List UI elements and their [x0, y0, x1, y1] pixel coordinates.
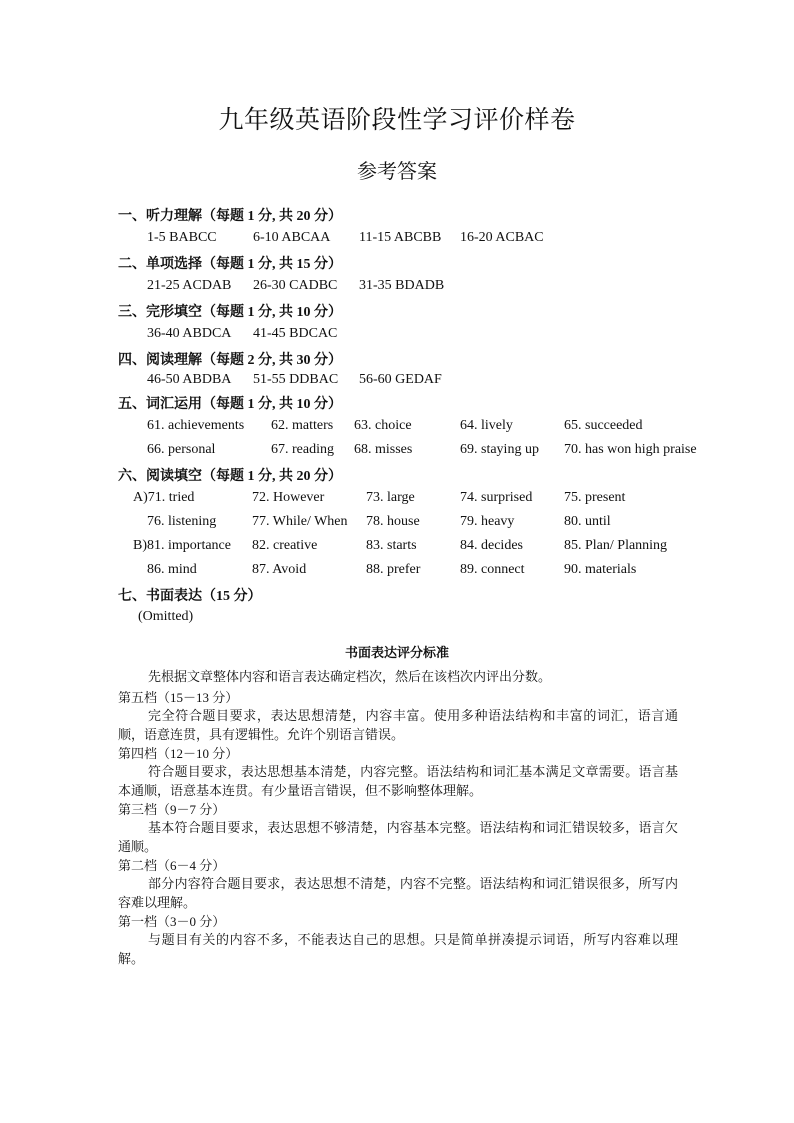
- answer-item: 67. reading: [271, 442, 334, 457]
- page-title: 九年级英语阶段性学习评价样卷: [218, 107, 576, 134]
- answer-item: 31-35 BDADB: [359, 278, 445, 293]
- level-heading: 第二档（6－4 分）: [118, 858, 226, 873]
- answer-item: 26-30 CADBC: [253, 278, 338, 293]
- answer-item: 80. until: [564, 514, 611, 529]
- section-heading-reading-fill: 六、阅读填空（每题 1 分, 共 20 分）: [118, 469, 342, 484]
- answer-item: 89. connect: [460, 562, 525, 577]
- answer-item: 68. misses: [354, 442, 413, 457]
- answer-item: 76. listening: [147, 514, 217, 529]
- answer-item: 63. choice: [354, 418, 412, 433]
- answer-item: 84. decides: [460, 538, 523, 553]
- page-subtitle: 参考答案: [357, 161, 437, 183]
- answer-item: 72. However: [252, 490, 325, 505]
- section-heading-listening: 一、听力理解（每题 1 分, 共 20 分）: [118, 209, 342, 224]
- answer-item: 41-45 BDCAC: [253, 326, 338, 341]
- level-heading: 第三档（9－7 分）: [118, 802, 226, 817]
- section-heading-reading: 四、阅读理解（每题 2 分, 共 30 分）: [118, 353, 342, 368]
- level-heading: 第五档（15－13 分）: [118, 690, 239, 705]
- section-heading-writing: 七、书面表达（15 分）: [118, 589, 262, 604]
- answer-item: A)71. tried: [133, 490, 195, 505]
- answer-item: 65. succeeded: [564, 418, 643, 433]
- answer-item: 78. house: [366, 514, 420, 529]
- section-heading-single-choice: 二、单项选择（每题 1 分, 共 15 分）: [118, 257, 342, 272]
- answer-item: 86. mind: [147, 562, 197, 577]
- level-description: 基本符合题目要求，表达思想不够清楚，内容基本完整。语法结构和词汇错误较多，语言欠通顺。: [118, 820, 678, 854]
- answer-item: 46-50 ABDBA: [147, 372, 232, 387]
- answer-item: 85. Plan/ Planning: [564, 538, 668, 553]
- answer-item: B)81. importance: [133, 538, 231, 553]
- answer-item: 90. materials: [564, 562, 637, 577]
- answer-item: 66. personal: [147, 442, 216, 457]
- level-description: 部分内容符合题目要求，表达思想不清楚，内容不完整。语法结构和词汇错误很多，所写内容难以理解。: [118, 876, 678, 910]
- level-heading: 第一档（3－0 分）: [118, 914, 226, 929]
- answer-item: 21-25 ACDAB: [147, 278, 232, 293]
- omitted-note: (Omitted): [138, 609, 194, 624]
- answer-item: 79. heavy: [460, 514, 515, 529]
- answer-item: 75. present: [564, 490, 626, 505]
- answer-item: 83. starts: [366, 538, 417, 553]
- section-heading-cloze: 三、完形填空（每题 1 分, 共 10 分）: [118, 305, 342, 320]
- answer-item: 1-5 BABCC: [147, 230, 217, 245]
- answer-item: 6-10 ABCAA: [253, 230, 331, 245]
- answer-item: 74. surprised: [460, 490, 533, 505]
- answer-item: 62. matters: [271, 418, 334, 433]
- answer-item: 61. achievements: [147, 418, 245, 433]
- section-heading-vocabulary: 五、词汇运用（每题 1 分, 共 10 分）: [118, 397, 342, 412]
- answer-item: 77. While/ When: [252, 514, 348, 529]
- answer-item: 51-55 DDBAC: [253, 372, 339, 387]
- level-description: 完全符合题目要求，表达思想清楚，内容丰富。使用多种语法结构和丰富的词汇，语言通顺，语意连贯，具有逻辑性。允许个别语言错误。: [118, 708, 678, 742]
- criteria-intro: 先根据文章整体内容和语言表达确定档次，然后在该档次内评出分数。: [148, 669, 552, 684]
- answer-item: 88. prefer: [366, 562, 421, 577]
- criteria-title: 书面表达评分标准: [344, 645, 449, 660]
- answer-item: 82. creative: [252, 538, 318, 553]
- answer-item: 56-60 GEDAF: [359, 372, 442, 387]
- level-description: 符合题目要求，表达思想基本清楚，内容完整。语法结构和词汇基本满足文章需要。语言基本通顺，语意基本连贯。有少量语言错误，但不影响整体理解。: [118, 764, 678, 798]
- answer-item: 73. large: [366, 490, 415, 505]
- answer-item: 11-15 ABCBB: [359, 230, 442, 245]
- answer-item: 69. staying up: [460, 442, 539, 457]
- level-description: 与题目有关的内容不多，不能表达自己的思想。只是简单拼凑提示词语，所写内容难以理解。: [118, 932, 678, 966]
- answer-item: 70. has won high praise: [564, 442, 697, 457]
- answer-item: 36-40 ABDCA: [147, 326, 232, 341]
- answer-item: 87. Avoid: [252, 562, 307, 577]
- level-heading: 第四档（12－10 分）: [118, 746, 239, 761]
- answer-item: 64. lively: [460, 418, 513, 433]
- answer-item: 16-20 ACBAC: [460, 230, 544, 245]
